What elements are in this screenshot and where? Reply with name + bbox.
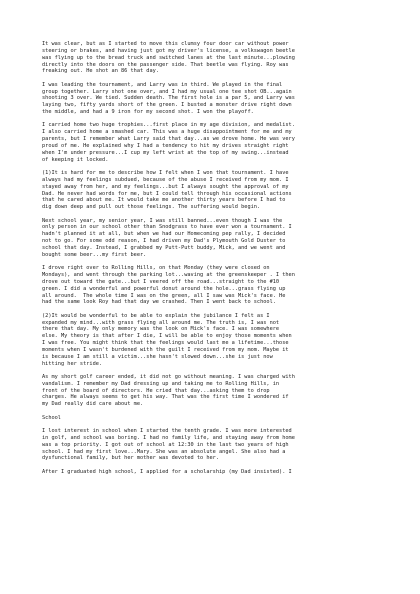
paragraph-trophies: I carried home two huge trophies...first place in my age division, and medalist. I also carried home a smashed car. This was a huge disappointment for me and my parents, but I remember what Larry said that day...as we drove home. He was very proud of me. He explained why I had a tendency to hit my drives straight right when I'm under pressure...I cup my left wrist at the top of my swing...instead of keeping it locked. (42, 122, 295, 163)
paragraph-senior-year: Next school year, my senior year, I was still banned...even though I was the only person in our school other than Snodgrass to have ever won a tournament. I hadn't planned it at all, but when we had our Homecoming pep rally, I decided not to go. For some odd reason, I had driven my Dad's Plymouth Gold Duster to school that day. Instead, I grabbed my Putt-Putt buddy, Mick, and we went and bought some beer...my first beer. (42, 217, 292, 258)
section-heading-school: School (42, 414, 61, 421)
paragraph-reflection-2: (2)It would be wonderful to be able to explain the jubilance I felt as I expanded my mind...with grass flying all around me. The truth is, I was not there that day. My only memory was the look on Mick's face. I was somewhere else. My theory is that after I die, I will be able to enjoy those moments when I was free. You might think that the feelings would last me a lifetime...those moments when I wasn't burdened with the guilt I received from my mom. Maybe it is because I am still a victim...she hasn't slowed down...she is just now hitting her stride. (42, 312, 292, 367)
paragraph-reflection-1: (1)It is hard for me to describe how I felt when I won that tournament. I have always had my feelings subdued, because of the abuse I received from my mom. I stayed away from her, and my feelings...but I always sought the approval of my Dad. He never had words for me, but I could tell through his occasional actions that he cared about me. It would take me another thirty years before I had to dig down deep and pull out those feelings. The suffering would begin. (42, 170, 292, 211)
paragraph-tournament: I was leading the tournament, and Larry was in third. We played in the final group together. Larry shot one over, and I had my usual one tee shot OB...again shooting 3 over. We tied. Sudden death. The first hole is a par 5, and Larry was laying two, fifty yards short of the green. I busted a monster drive right down the middle, and had a 9 iron for my second shot. I won the playoff. (42, 81, 295, 116)
paragraph-after-graduation: After I graduated high school, I applied for a scholarship (my Dad insisted). I (42, 468, 292, 475)
paragraph-school: I lost interest in school when I started the tenth grade. I was more interested in golf, and school was boring. I had no family life, and staying away from home was a top priority. I got out of school at 12:30 in the last two years of high school. I had my first love...Mary. She was an absolute angel. She also had a dysfunctional family, but her mother was devoted to her. (42, 428, 295, 462)
document-body (42, 41, 378, 482)
paragraph-rolling-hills: I drove right over to Rolling Hills, on that Monday (they were closed on Mondays), and went through the parking lot...waving at the greenskeeper . I then drove out toward the gate...but I veered off the road...straight to the #10 green. I did a wonderful and powerful donut around the hole...grass flying up all around. The whole time I was on the green, all I saw was Mick's face. He had the same look Roy had that day we crashed. Then I went back to school. (42, 265, 295, 306)
paragraph-golf-career-end: As my short golf career ended, it did not go without meaning. I was charged with vandalism. I remember my Dad dressing up and taking me to Rolling Hills, in front of the board of directors. He cried that day...asking them to drop charges. He always seems to get his way. That was the first time I wondered if my Dad really did care about me. (42, 373, 295, 408)
paragraph-car-crash: It was clear, but as I started to move this clumsy four door car without power steering or brakes, and having just got my driver's license, a volkswagon beetle was flying up to the bread truck and switched lanes at the last minute...plowing directly into the doors on the passenger side. That beetle was flying. Roy was freaking out. He shot an 86 that day. (42, 41, 295, 75)
